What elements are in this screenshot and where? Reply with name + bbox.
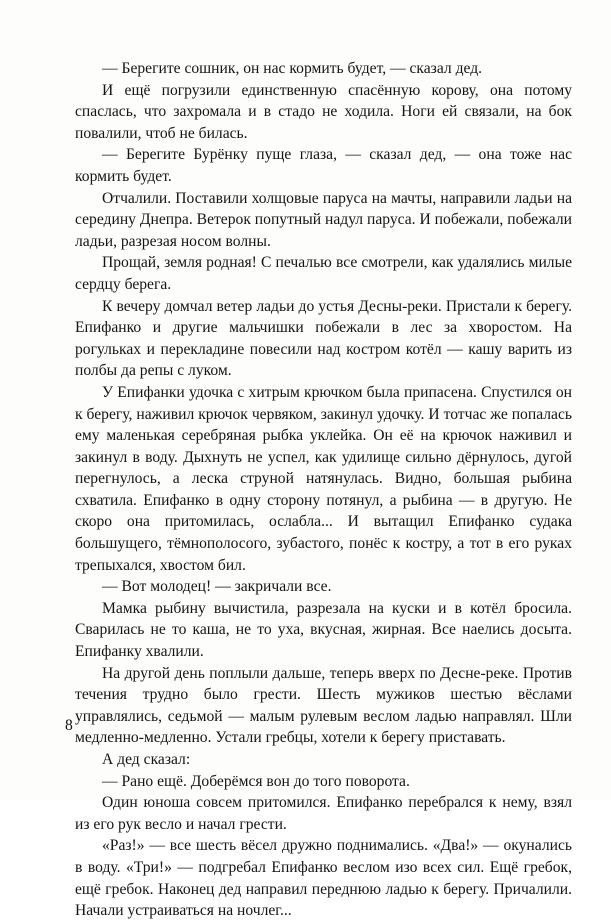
paragraph: — Рано ещё. Доберёмся вон до того поворота. — [102, 772, 410, 790]
paragraph: Прощай, земля родная! С печалью все смотрели, как удалялись милые сердцу берега. — [75, 254, 572, 293]
paragraph: У Епифанки удочка с хитрым крючком была припасена. Спустился он к берегу, наживил крючок червяком, закинул удочку. И тотчас же попалась ему маленькая серебряная рыбка уклейка. Он её на крючок наживил и закинул в воду. Дыхнуть не успел, как удилище сильно дёрнулось, дугой перегнулось, а леска струной натянулась. Видно, большая рыбина схватила. Епифанко в одну сторону потянул, а рыбина — в другую. Не скоро она притомилась, ослабла... И вытащил Епифанко судака большущего, тёмнополосого, зубастого, понёс к костру, а тот в его руках трепыхался, хвостом бил. — [75, 383, 572, 574]
paragraph: — Берегите сошник, он нас кормить будет, — сказал дед. — [102, 60, 483, 77]
paragraph: Один юноша совсем притомился. Епифанко перебрался к нему, взял из его рук весло и начал грести. — [75, 794, 572, 833]
page-number: 8 — [65, 717, 73, 734]
paragraph: Мамка рыбину вычистила, разрезала на куски и в котёл бросила. Сварилась не то каша, не то уха, вкусная, жирная. Все наелись досыта. Епифанку хвалили. — [75, 599, 572, 661]
paragraph: — Берегите Бурёнку пуще глаза, — сказал дед, — она тоже нас кормить будет. — [75, 146, 572, 185]
paragraph: Отчалили. Поставили холщовые паруса на мачты, направили ладьи на середину Днепра. Ветерок попутный надул паруса. И побежали, побежали ладьи, разрезая носом волны. — [75, 189, 572, 250]
paragraph: — Вот молодец! — закричали все. — [102, 578, 332, 596]
story-text — [75, 58, 572, 922]
paragraph: К вечеру домчал ветер ладьи до устья Десны-реки. Пристали к берегу. Епифанко и другие мальчишки побежали в лес за хворостом. На рогульках и перекладине повесили над костром котёл — кашу варить из полбы да репы с луком. — [75, 297, 572, 380]
paragraph: «Раз!» — все шесть вёсел дружно поднимались. «Два!» — окунались в воду. «Три!» — подгребал Епифанко веслом изо всех сил. Ещё гребок, ещё гребок. Наконец дед направил переднюю ладью к берегу. Причалили. Начали устраиваться на ночлег... — [75, 837, 572, 920]
paragraph: И ещё погрузили единственную спасённую корову, она потому спаслась, что захромала и в стадо не ходила. Ноги ей связали, на бок повалили, чтоб не билась. — [75, 81, 572, 142]
paragraph: На другой день поплыли дальше, теперь вверх по Десне-реке. Против течения трудно было грести. Шесть мужиков шестью вёслами управлялись, седьмой — малым рулевым веслом ладью направлял. Шли медленно-медленно. Устали гребцы, хотели к берегу приставать. — [75, 664, 572, 747]
paragraph: А дед сказал: — [102, 751, 191, 768]
